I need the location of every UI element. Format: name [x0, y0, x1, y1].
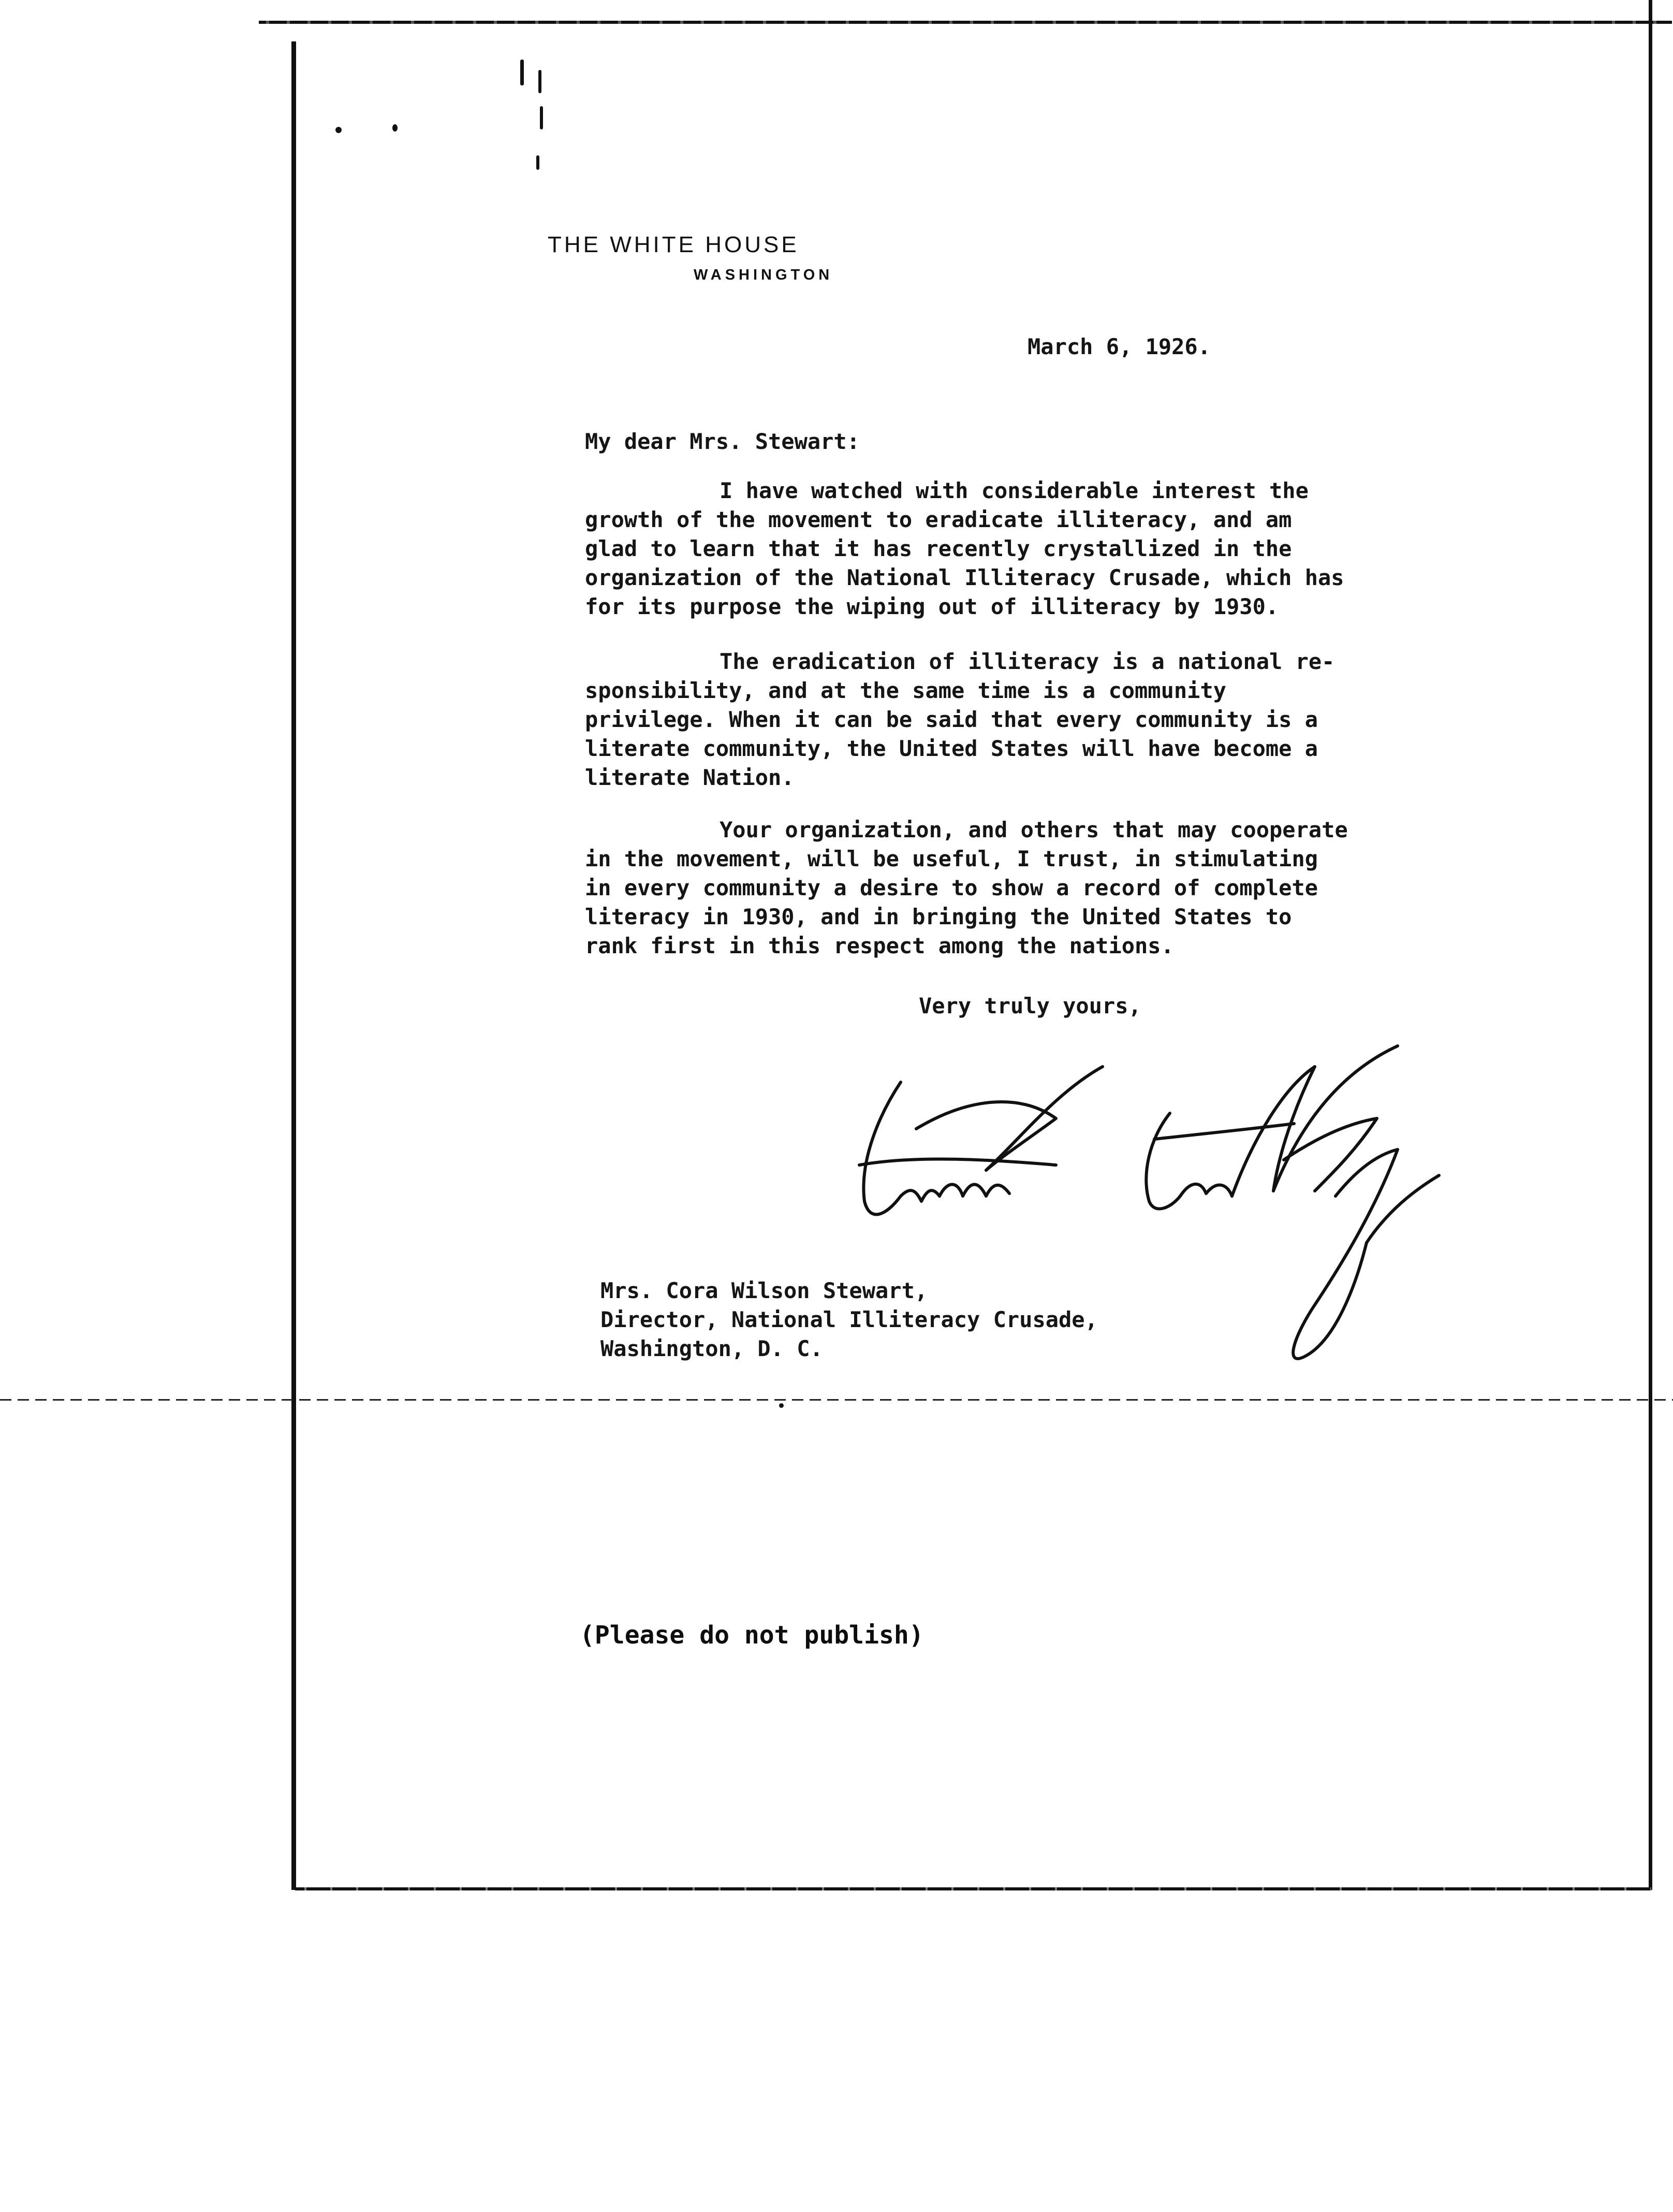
page-left-edge	[291, 41, 296, 1890]
letterhead-subtitle: WASHINGTON	[694, 267, 833, 283]
scan-speck	[335, 127, 342, 133]
recipient-line: Director, National Illiteracy Crusade,	[600, 1307, 1098, 1332]
body-paragraph-3	[585, 816, 1348, 961]
salutation: My dear Mrs. Stewart:	[585, 429, 860, 454]
paragraph-line: The eradication of illiteracy is a national re-	[720, 649, 1335, 674]
page-bottom-edge	[295, 1887, 1651, 1890]
recipient-address	[600, 1276, 1098, 1363]
closing: Very truly yours,	[919, 993, 1141, 1018]
scan-speck	[520, 60, 524, 85]
body-paragraph-2	[585, 647, 1334, 792]
paragraph-line: in every community a desire to show a record of complete	[585, 875, 1318, 900]
scan-speck	[538, 70, 541, 93]
letter-date: March 6, 1926.	[1028, 334, 1211, 359]
paragraph-line: in the movement, will be useful, I trust, in stimulating	[585, 846, 1318, 871]
letterhead-title: THE WHITE HOUSE	[548, 232, 799, 257]
paragraph-line: rank first in this respect among the nations.	[585, 933, 1174, 958]
recipient-line: Mrs. Cora Wilson Stewart,	[600, 1278, 928, 1303]
recipient-line: Washington, D. C.	[600, 1336, 823, 1361]
publication-notice: (Please do not publish)	[580, 1621, 924, 1650]
paragraph-line: glad to learn that it has recently crystallized in the	[585, 536, 1292, 561]
paragraph-line: organization of the National Illiteracy Crusade, which has	[585, 565, 1344, 590]
paragraph-line: privilege. When it can be said that every community is a	[585, 707, 1318, 732]
scan-speck	[779, 1403, 784, 1408]
page-top-edge	[259, 21, 1672, 24]
scan-speck	[540, 106, 543, 129]
paragraph-line: growth of the movement to eradicate illiteracy, and am	[585, 507, 1292, 532]
paragraph-line: Your organization, and others that may cooperate	[720, 817, 1348, 842]
body-paragraph-1	[585, 476, 1344, 621]
scan-speck	[392, 124, 398, 132]
paragraph-line: literate community, the United States will have become a	[585, 736, 1318, 761]
paragraph-line: literate Nation.	[585, 765, 795, 790]
paragraph-line: for its purpose the wiping out of illiteracy by 1930.	[585, 594, 1279, 619]
fold-line	[0, 1399, 1673, 1401]
page-right-edge	[1649, 0, 1652, 1890]
scan-speck	[536, 155, 539, 170]
paragraph-line: sponsibility, and at the same time is a community	[585, 678, 1227, 703]
paragraph-line: literacy in 1930, and in bringing the United States to	[585, 904, 1292, 929]
paragraph-line: I have watched with considerable interest the	[720, 478, 1309, 503]
